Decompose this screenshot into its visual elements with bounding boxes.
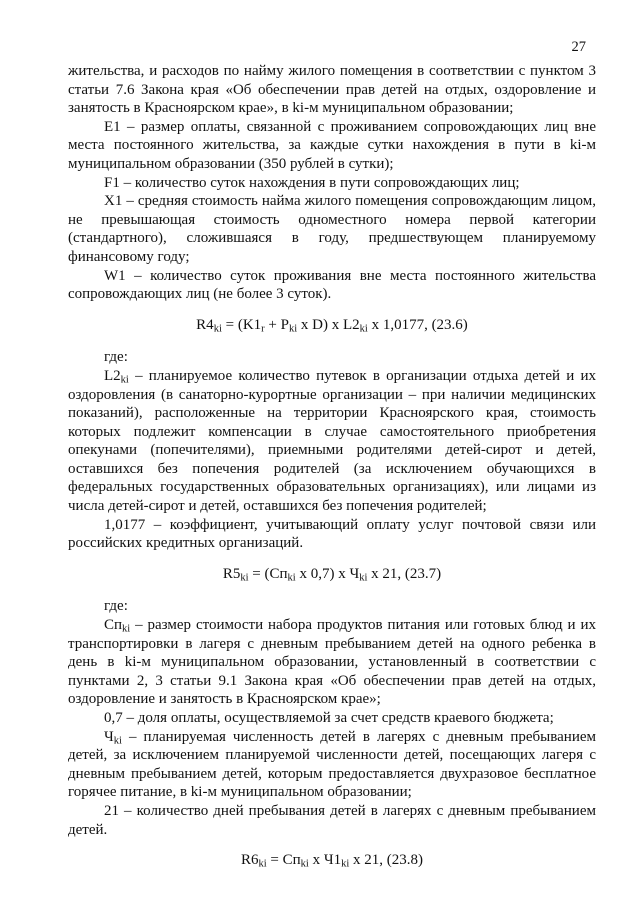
- paragraph-l2ki: $L2_{ki}$ – планируемое количество путевок в организации отдыха детей и их оздоровления (в санаторно-курортные организации – при наличии медицинских показаний), расположенные на территории Красноярского края, стоимость которых подлежит компенсации в случае самостоятельного приобретения опекунами (попечителями), приемными родителями детей-сирот и детей, оставшихся без попечения родителей (за исключением обучающихся в федеральных государственных образовательных организациях), или лицами из числа детей-сирот и детей, оставшихся без попечения родителей;: [68, 367, 596, 515]
- formula-23-6: $R4_{ki} = (K1_r + P_{ki}$ x D) x $L2_{ki}$ x 1,0177, (23.6): [196, 316, 468, 335]
- page-body: [68, 62, 596, 884]
- paragraph-e1: E1 – размер оплаты, связанной с проживанием сопровождающих лиц вне места постоянного жительства, за каждые сутки нахождения в пути в ki-м муниципальном образовании (350 рублей в сутки);: [68, 118, 596, 172]
- formula-23-8: $R6_{ki} = Сп_{ki}$ x $Ч1_{ki}$ x 21, (23.8): [240, 852, 424, 870]
- paragraph-days: 21 – количество дней пребывания детей в лагерях с дневным пребыванием детей.: [68, 802, 596, 838]
- paragraph-x1: X1 – средняя стоимость найма жилого помещения сопровождающим лицом, не превышающая стоимость одноместного номера первой категории (стандартного), сложившаяся в году, предшествующем планируемому финансовому году;: [68, 193, 596, 265]
- paragraph-spki: $Сп_{ki}$ – размер стоимости набора продуктов питания или готовых блюд и их транспортировки в лагеря с дневным пребыванием детей на одного ребенка в день в ki-м муниципальном образовании, установленный в соответствии с пунктами 2, 3 статьи 9.1 Закона края «Об обеспечении прав детей на отдых, оздоровление и занятость в Красноярском крае»;: [68, 617, 596, 708]
- paragraph-continuation: жительства, и расходов по найму жилого помещения в соответствии с пунктом 3 статьи 7.6 Закона края «Об обеспечении прав детей на отдых, оздоровление и занятость в Красноярском крае», в ki-м муниципальном образовании;: [68, 63, 596, 117]
- paragraph-chki: $Ч_{ki}$ – планируемая численность детей в лагерях с дневным пребыванием детей, за исключением планируемой численности детей, посещающих лагеря с дневным пребыванием детей, которым предоставляется двухразовое бесплатное горячее питание, в ki-м муниципальном образовании;: [68, 728, 596, 801]
- paragraph-f1: F1 – количество суток нахождения в пути сопровождающих лиц;: [104, 174, 520, 191]
- paragraph-w1: W1 – количество суток проживания вне места постоянного жительства сопровождающих лиц (не более 3 суток).: [68, 267, 596, 303]
- where-label-1: где:: [104, 349, 128, 366]
- paragraph-coefficient: 1,0177 – коэффициент, учитывающий оплату услуг почтовой связи или российских кредитных организаций.: [68, 516, 596, 552]
- page-number: 27: [571, 39, 586, 55]
- formula-23-7: $R5_{ki} = (Сп_{ki}$ x 0,7) x $Ч_{ki}$ x 21, (23.7): [222, 565, 442, 584]
- where-label-2: где:: [104, 598, 128, 615]
- paragraph-share: 0,7 – доля оплаты, осуществляемой за счет средств краевого бюджета;: [104, 710, 554, 726]
